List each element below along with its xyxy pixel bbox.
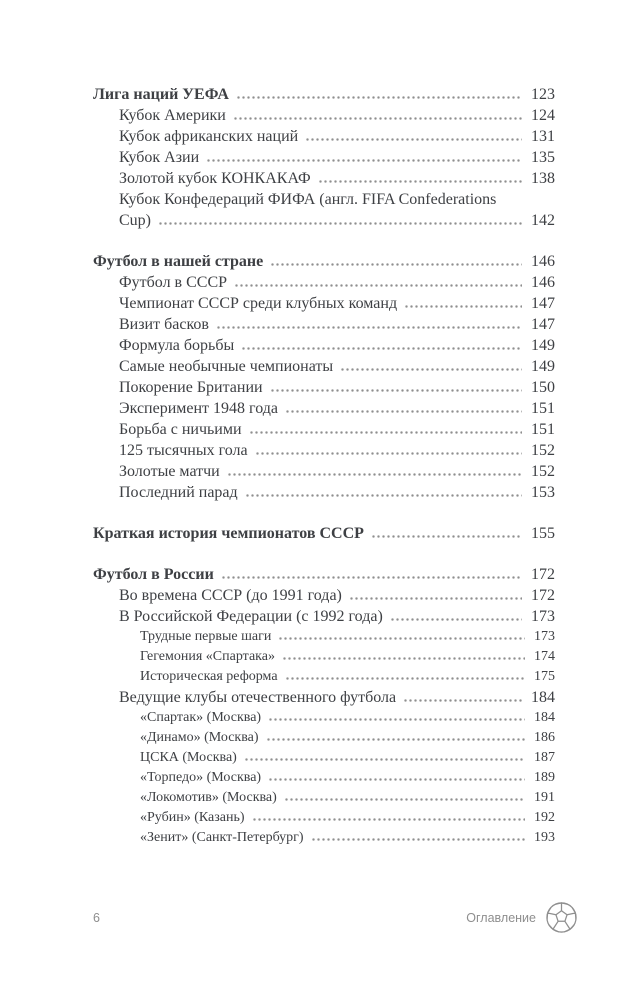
page-footer — [93, 901, 578, 934]
toc-entry — [93, 84, 555, 105]
toc-entry-page: 146 — [531, 253, 555, 270]
toc-entry-page: 149 — [531, 358, 555, 375]
dot-leader — [403, 699, 522, 702]
toc-entry-page: 150 — [531, 379, 555, 396]
toc-entry — [93, 708, 555, 728]
dot-leader — [318, 180, 522, 183]
dot-leader — [241, 347, 522, 350]
dot-leader — [158, 222, 522, 225]
dot-leader — [236, 96, 522, 99]
toc-entry-page: 152 — [531, 463, 555, 480]
dot-leader — [268, 718, 525, 721]
toc-entry-label: Кубок африканских наций — [119, 128, 299, 145]
toc-entry — [93, 461, 555, 482]
toc-entry-label: Самые необычные чемпионаты — [119, 358, 334, 375]
toc-entry-page: 147 — [531, 316, 555, 333]
toc-entry-page: 131 — [531, 128, 555, 145]
dot-leader — [404, 305, 522, 308]
dot-leader — [270, 389, 522, 392]
dot-leader — [252, 818, 525, 821]
toc-entry — [93, 105, 555, 126]
dot-leader — [227, 473, 522, 476]
footer-section-label: Оглавление — [466, 910, 536, 925]
toc-entry-page: 151 — [531, 421, 555, 438]
toc-entry-page: 153 — [531, 484, 555, 501]
toc-entry-page: 174 — [534, 649, 555, 664]
toc-entry-page: 172 — [531, 566, 555, 583]
toc-entry — [93, 687, 555, 708]
dot-leader — [216, 326, 522, 329]
toc-entry-page: 146 — [531, 274, 555, 291]
dot-leader — [285, 677, 525, 680]
toc-entry-label: Краткая история чемпионатов СССР — [93, 525, 364, 542]
toc-entry — [93, 627, 555, 647]
toc-entry-label: «Локомотив» (Москва) — [140, 790, 277, 805]
toc-entry-page: 173 — [531, 608, 555, 625]
toc-entry-label: ЦСКА (Москва) — [140, 750, 237, 765]
toc-entry-label: Лига наций УЕФА — [93, 86, 229, 103]
toc-entry-label: «Рубин» (Казань) — [140, 810, 245, 825]
dot-leader — [266, 738, 525, 741]
toc-entry-label: Футбол в СССР — [119, 274, 228, 291]
toc-entry-page: 155 — [531, 525, 555, 542]
toc-entry-label: Формула борьбы — [119, 337, 235, 354]
toc-entry-page: 124 — [531, 107, 555, 124]
toc-entry-page: 184 — [531, 689, 555, 706]
table-of-contents — [93, 84, 555, 868]
dot-leader — [245, 494, 522, 497]
toc-entry — [93, 748, 555, 768]
toc-entry — [93, 314, 555, 335]
toc-entry — [93, 606, 555, 627]
toc-entry-label: Кубок Азии — [119, 149, 200, 166]
toc-entry — [93, 440, 555, 461]
toc-entry-label: Кубок Америки — [119, 107, 226, 124]
dot-leader — [340, 368, 522, 371]
dot-leader — [390, 618, 522, 621]
toc-entry — [93, 788, 555, 808]
page-number: 6 — [93, 910, 100, 925]
toc-entry-label: «Зенит» (Санкт-Петербург) — [140, 830, 304, 845]
dot-leader — [284, 798, 525, 801]
toc-entry — [93, 356, 555, 377]
toc-entry-label: Футбол в нашей стране — [93, 253, 264, 270]
toc-entry-label: Трудные первые шаги — [140, 629, 272, 644]
dot-leader — [371, 535, 522, 538]
toc-entry-label: Чемпионат СССР среди клубных команд — [119, 295, 398, 312]
toc-entry — [93, 808, 555, 828]
toc-entry — [93, 828, 555, 848]
toc-entry — [93, 585, 555, 606]
toc-entry-label: Во времена СССР (до 1991 года) — [119, 587, 342, 604]
toc-entry — [93, 377, 555, 398]
toc-entry-page: 135 — [531, 149, 555, 166]
toc-entry-label: Борьба с ничьими — [119, 421, 242, 438]
toc-entry-label: Визит басков — [119, 316, 209, 333]
toc-entry-page: 175 — [534, 669, 555, 684]
dot-leader — [305, 138, 522, 141]
toc-entry — [93, 564, 555, 585]
toc-entry-page: 173 — [534, 629, 555, 644]
toc-entry-label: «Спартак» (Москва) — [140, 710, 262, 725]
toc-entry — [93, 728, 555, 748]
toc-entry-page: 172 — [531, 587, 555, 604]
toc-entry-page: 189 — [534, 770, 555, 785]
toc-entry-page: 151 — [531, 400, 555, 417]
dot-leader — [268, 778, 525, 781]
toc-entry-label: В Российской Федерации (с 1992 года) — [119, 608, 383, 625]
footer-right-group — [466, 901, 578, 934]
dot-leader — [233, 117, 522, 120]
toc-entry — [93, 523, 555, 544]
toc-entry — [93, 335, 555, 356]
toc-section — [93, 523, 555, 544]
dot-leader — [349, 597, 522, 600]
toc-entry-label: Последний парад — [119, 484, 238, 501]
toc-entry — [93, 126, 555, 147]
toc-entry — [93, 293, 555, 314]
dot-leader — [311, 838, 525, 841]
toc-entry-page: 123 — [531, 86, 555, 103]
toc-entry — [93, 647, 555, 667]
toc-entry-label: Эксперимент 1948 года — [119, 400, 278, 417]
toc-entry-label: Историческая реформа — [140, 669, 278, 684]
dot-leader — [282, 657, 525, 660]
toc-entry-label: Кубок Конфедераций ФИФА (англ. FIFA Confederations — [119, 191, 497, 208]
dot-leader — [270, 263, 522, 266]
toc-entry-label: Золотые матчи — [119, 463, 220, 480]
toc-entry-label: Футбол в России — [93, 566, 214, 583]
toc-entry-page: 149 — [531, 337, 555, 354]
toc-entry-label: Покорение Британии — [119, 379, 263, 396]
toc-entry-page: 187 — [534, 750, 555, 765]
toc-entry-page: 192 — [534, 810, 555, 825]
toc-section — [93, 564, 555, 848]
toc-entry-label: Золотой кубок КОНКАКАФ — [119, 170, 311, 187]
dot-leader — [206, 159, 522, 162]
toc-entry — [93, 419, 555, 440]
toc-entry — [93, 272, 555, 293]
toc-entry — [93, 251, 555, 272]
toc-section — [93, 84, 555, 231]
toc-entry-page: 147 — [531, 295, 555, 312]
dot-leader — [221, 576, 522, 579]
toc-entry — [93, 482, 555, 503]
dot-leader — [244, 758, 525, 761]
toc-entry-page: 142 — [531, 212, 555, 229]
dot-leader — [255, 452, 522, 455]
toc-entry — [93, 398, 555, 419]
toc-entry-page: 152 — [531, 442, 555, 459]
toc-entry-page: 186 — [534, 730, 555, 745]
toc-entry-label: «Торпедо» (Москва) — [140, 770, 262, 785]
toc-entry-label: «Динамо» (Москва) — [140, 730, 259, 745]
dot-leader — [278, 637, 525, 640]
toc-entry-label: 125 тысячных гола — [119, 442, 248, 459]
toc-entry-label: Cup) — [119, 212, 151, 229]
toc-entry — [93, 768, 555, 788]
dot-leader — [285, 410, 522, 413]
toc-entry-page: 193 — [534, 830, 555, 845]
soccer-ball-icon — [545, 901, 578, 934]
toc-entry — [93, 667, 555, 687]
toc-entry — [93, 147, 555, 168]
toc-entry — [93, 168, 555, 189]
toc-entry-label: Ведущие клубы отечественного футбола — [119, 689, 397, 706]
toc-entry — [93, 210, 555, 231]
dot-leader — [249, 431, 522, 434]
toc-section — [93, 251, 555, 503]
toc-entry-page: 191 — [534, 790, 555, 805]
toc-entry — [93, 189, 555, 210]
dot-leader — [234, 284, 522, 287]
toc-entry-page: 138 — [531, 170, 555, 187]
toc-entry-page: 184 — [534, 710, 555, 725]
toc-entry-label: Гегемония «Спартака» — [140, 649, 275, 664]
